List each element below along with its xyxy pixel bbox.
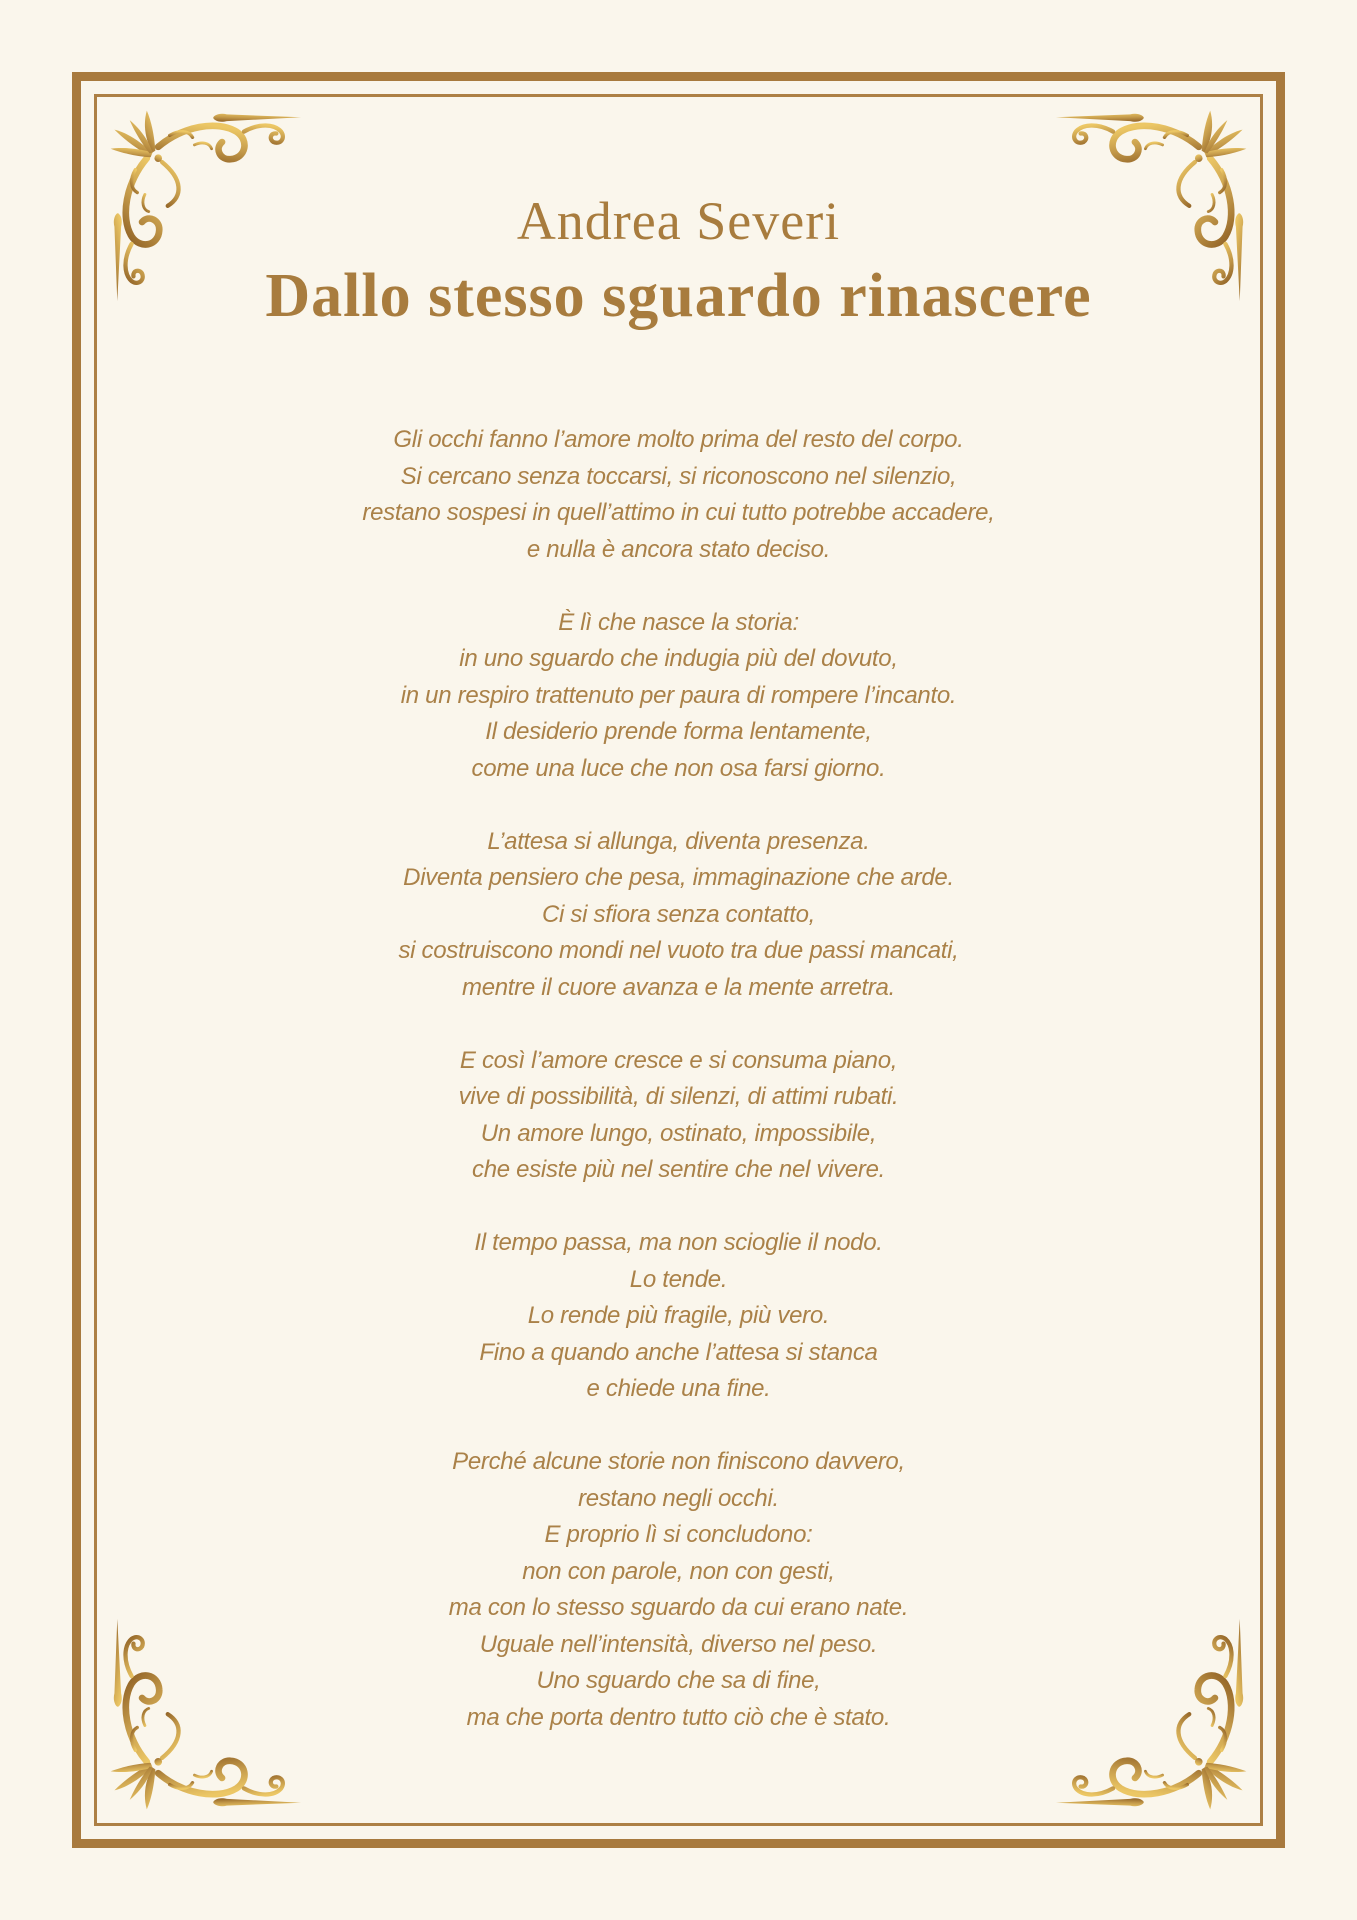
poem-line: si costruiscono mondi nel vuoto tra due passi mancati,	[398, 937, 959, 964]
poem-line: Fino a quando anche l’attesa si stanca	[479, 1338, 878, 1366]
poem-line: E proprio lì si concludono:	[544, 1521, 813, 1548]
poem-line: Ci si sfiora senza contatto,	[541, 900, 816, 928]
poem-line: Lo rende più fragile, più vero.	[527, 1302, 830, 1329]
poem-line: Un amore lungo, ostinato, impossibile,	[480, 1119, 877, 1147]
poem-line: Uno sguardo che sa di fine,	[536, 1667, 821, 1694]
poem-line: Si cercano senza toccarsi, si riconoscono nel silenzio,	[400, 462, 957, 490]
poem-line: Diventa pensiero che pesa, immaginazione che arde.	[403, 864, 954, 891]
poem-line: come una luce che non osa farsi giorno.	[471, 754, 886, 782]
stanza	[0, 1444, 1357, 1736]
poem-line: in un respiro trattenuto per paura di rompere l’incanto.	[400, 681, 957, 709]
stanza	[0, 1225, 1357, 1408]
poem-line: ma con lo stesso sguardo da cui erano nate.	[448, 1594, 909, 1621]
stanza	[0, 1043, 1357, 1189]
poem-line: e nulla è ancora stato deciso.	[526, 535, 831, 563]
stanza	[0, 824, 1357, 1007]
poem-line: Gli occhi fanno l’amore molto prima del resto del corpo.	[393, 426, 964, 453]
poem-line: e chiede una fine.	[586, 1375, 771, 1402]
poem-line: in uno sguardo che indugia più del dovuto,	[459, 645, 898, 672]
poem-body	[0, 422, 1357, 1736]
poem-line: Uguale nell’intensità, diverso nel peso.	[479, 1630, 878, 1658]
poem-line: che esiste più nel sentire che nel vivere.	[472, 1156, 885, 1183]
poem-line: Perché alcune storie non finiscono davvero,	[452, 1448, 905, 1475]
poem-line: mentre il cuore avanza e la mente arretra.	[462, 973, 895, 1001]
poem-line: E così l’amore cresce e si consuma piano,	[459, 1046, 898, 1074]
poem-line: L’attesa si allunga, diventa presenza.	[487, 827, 870, 855]
stanza	[0, 605, 1357, 788]
poem-line: ma che porta dentro tutto ciò che è stato.	[466, 1703, 891, 1731]
poem-title: Dallo stesso sguardo rinascere	[265, 262, 1092, 330]
poem-line: non con parole, non con gesti,	[522, 1557, 835, 1585]
poem-line: Il desiderio prende forma lentamente,	[485, 718, 872, 745]
poem-line: vive di possibilità, di silenzi, di attimi rubati.	[458, 1083, 899, 1110]
poem-line: Il tempo passa, ma non scioglie il nodo.	[474, 1229, 883, 1256]
poem-line: È lì che nasce la storia:	[558, 608, 799, 636]
poem-line: Lo tende.	[629, 1265, 728, 1293]
stanza	[0, 422, 1357, 568]
poem-line: restano sospesi in quell’attimo in cui tutto potrebbe accadere,	[362, 499, 995, 526]
poem-line: restano negli occhi.	[578, 1484, 779, 1512]
author-name: Andrea Severi	[516, 191, 841, 251]
